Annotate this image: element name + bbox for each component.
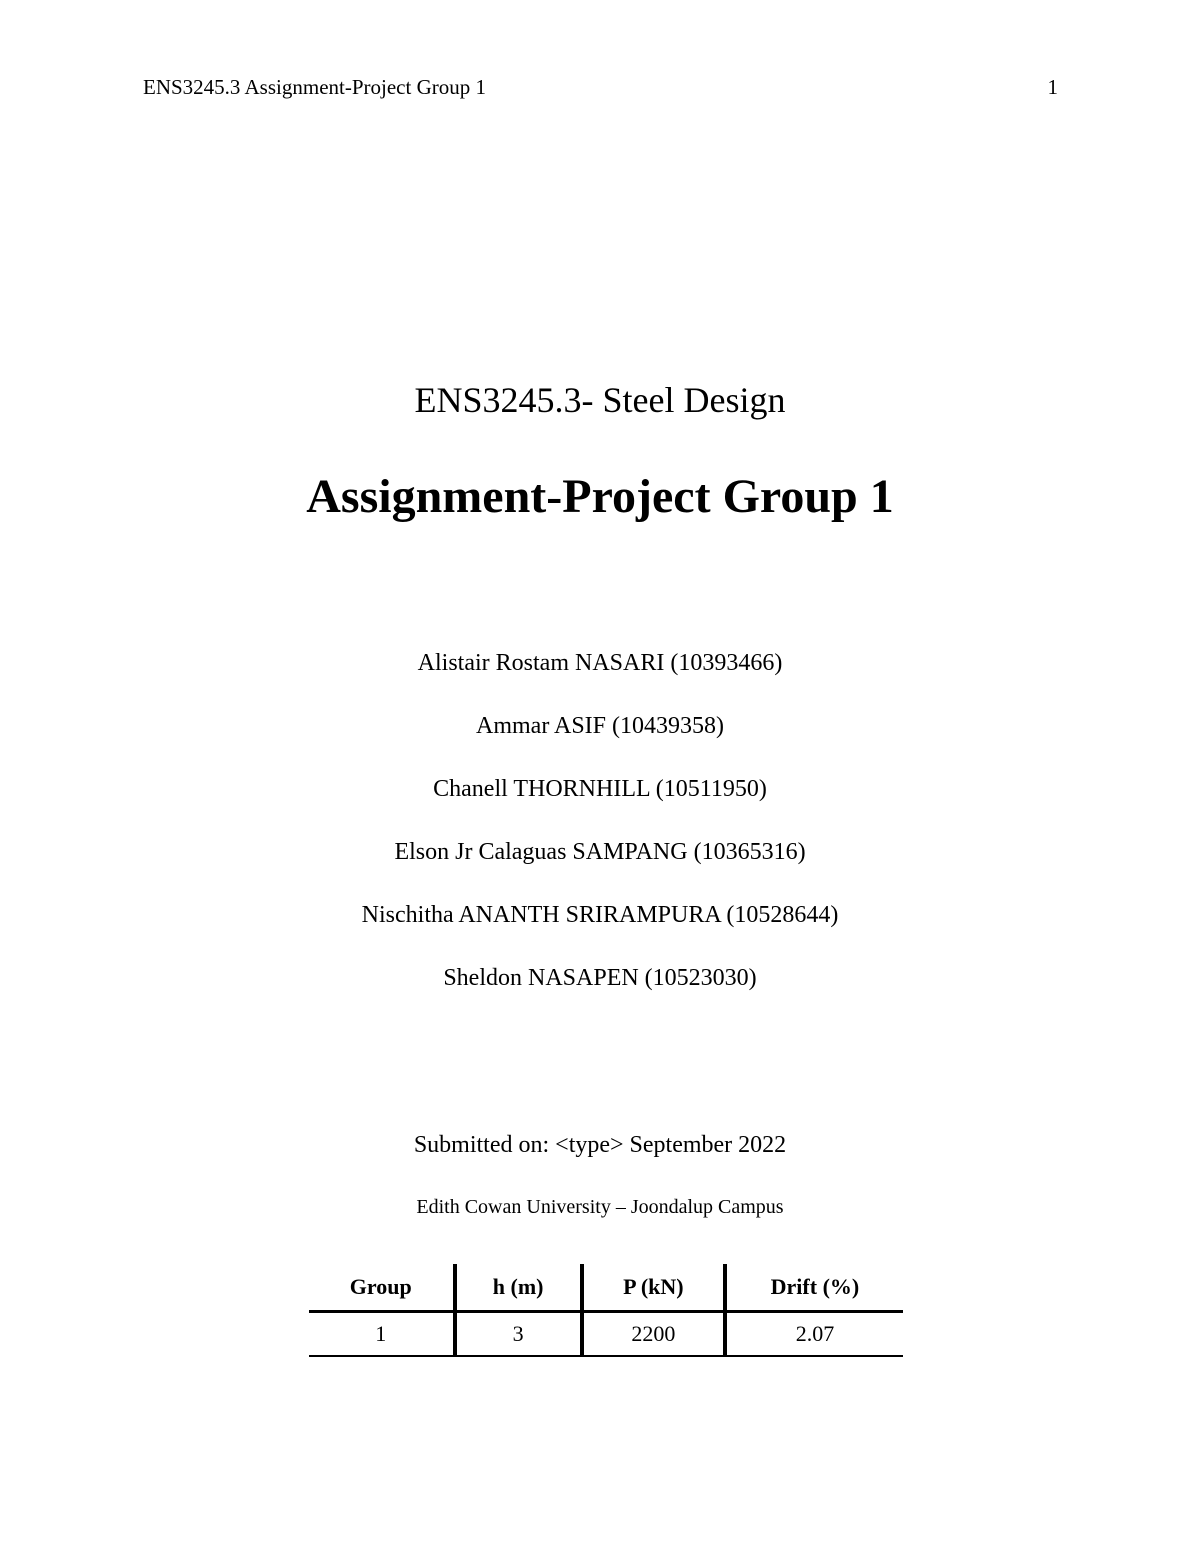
author-name: Alistair Rostam NASARI (10393466) bbox=[417, 650, 783, 676]
page-number: 1 bbox=[1047, 75, 1058, 99]
table-row bbox=[309, 1312, 903, 1357]
cell-load: 2200 bbox=[582, 1312, 725, 1357]
cell-height: 3 bbox=[455, 1312, 582, 1357]
cell-group: 1 bbox=[309, 1312, 455, 1357]
submission-date: Submitted on: <type> September 2022 bbox=[413, 1132, 787, 1158]
group-parameters-table bbox=[309, 1264, 903, 1357]
author-list bbox=[0, 648, 1200, 1026]
author-name: Nischitha ANANTH SRIRAMPURA (10528644) bbox=[361, 902, 839, 928]
author-name: Sheldon NASAPEN (10523030) bbox=[443, 965, 757, 991]
column-header-drift: Drift (%) bbox=[725, 1264, 903, 1312]
main-title: Assignment-Project Group 1 bbox=[306, 470, 894, 523]
column-header-load: P (kN) bbox=[582, 1264, 725, 1312]
column-header-group: Group bbox=[309, 1264, 455, 1312]
column-header-height: h (m) bbox=[455, 1264, 582, 1312]
institution: Edith Cowan University – Joondalup Campus bbox=[416, 1196, 784, 1218]
author-name: Chanell THORNHILL (10511950) bbox=[433, 776, 767, 802]
cell-drift: 2.07 bbox=[725, 1312, 903, 1357]
table-header-row bbox=[309, 1264, 903, 1312]
course-title: ENS3245.3- Steel Design bbox=[414, 380, 786, 420]
author-name: Elson Jr Calaguas SAMPANG (10365316) bbox=[394, 839, 806, 865]
running-head: ENS3245.3 Assignment-Project Group 1 bbox=[143, 75, 486, 99]
author-name: Ammar ASIF (10439358) bbox=[476, 713, 724, 739]
